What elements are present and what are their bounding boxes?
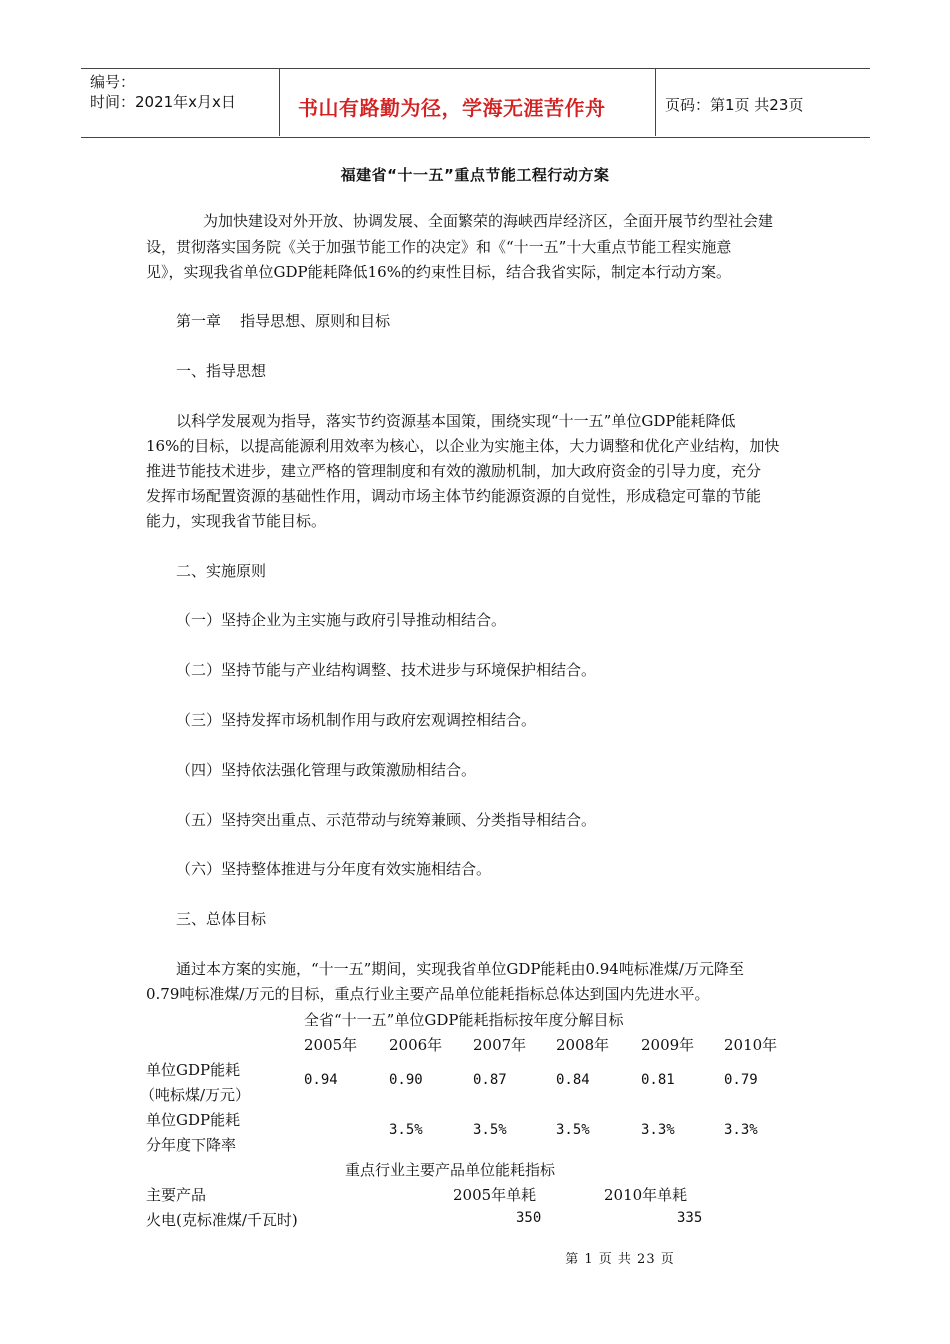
table1-rate: 3.5% xyxy=(556,1122,590,1138)
header-divider-2 xyxy=(655,68,656,136)
table1-value: 0.79 xyxy=(724,1072,758,1088)
chapter-heading: 第一章 指导思想、原则和目标 xyxy=(176,312,391,330)
table1-year: 2007年 xyxy=(473,1036,527,1054)
table1-year: 2009年 xyxy=(641,1036,695,1054)
section-heading-guideline: 一、指导思想 xyxy=(176,362,267,380)
table2-product: 火电(克标准煤/千瓦时) xyxy=(146,1211,298,1229)
guideline-line-5: 能力，实现我省节能目标。 xyxy=(146,512,327,530)
table1-year: 2005年 xyxy=(304,1036,358,1054)
principle-item: （四）坚持依法强化管理与政策激励相结合。 xyxy=(176,761,477,779)
page-label: 页码：第1页 共23页 xyxy=(665,96,804,114)
document-title: 福建省“十一五”重点节能工程行动方案 xyxy=(340,166,610,184)
table1-row2-sublabel: 分年度下降率 xyxy=(146,1136,237,1154)
table2-header: 2010年单耗 xyxy=(604,1186,688,1204)
table1-year: 2010年 xyxy=(724,1036,778,1054)
section-heading-principles: 二、实施原则 xyxy=(176,562,267,580)
table1-value: 0.84 xyxy=(556,1072,590,1088)
principle-item: （三）坚持发挥市场机制作用与政府宏观调控相结合。 xyxy=(176,711,537,729)
table2-header: 主要产品 xyxy=(146,1186,207,1204)
header-divider-1 xyxy=(279,68,280,136)
principle-item: （一）坚持企业为主实施与政府引导推动相结合。 xyxy=(176,611,507,629)
table1-year: 2006年 xyxy=(389,1036,443,1054)
table1-rate: 3.3% xyxy=(724,1122,758,1138)
section-heading-goals: 三、总体目标 xyxy=(176,910,267,928)
table2-header: 2005年单耗 xyxy=(453,1186,537,1204)
intro-line-2: 设，贯彻落实国务院《关于加强节能工作的决定》和《“十一五”十大重点节能工程实施意 xyxy=(146,238,732,256)
goal-line-2: 0.79吨标准煤/万元的目标，重点行业主要产品单位能耗指标总体达到国内先进水平。 xyxy=(146,985,710,1003)
guideline-line-3: 推进节能技术进步，建立严格的管理制度和有效的激励机制，加大政府资金的引导力度，充分 xyxy=(146,462,762,480)
table1-row1-unit: （吨标煤/万元） xyxy=(140,1086,251,1104)
table1-rate: 3.3% xyxy=(641,1122,675,1138)
intro-line-3: 见》，实现我省单位GDP能耗降低16%的约束性目标，结合我省实际，制定本行动方案。 xyxy=(146,263,731,281)
time-label: 时间：2021年x月x日 xyxy=(90,93,236,111)
goal-line-1: 通过本方案的实施，“十一五”期间，实现我省单位GDP能耗由0.94吨标准煤/万元降至 xyxy=(176,960,744,978)
number-label: 编号： xyxy=(90,73,136,91)
table1-value: 0.81 xyxy=(641,1072,675,1088)
table1-rate: 3.5% xyxy=(389,1122,423,1138)
table1-year: 2008年 xyxy=(556,1036,610,1054)
table1-value: 0.90 xyxy=(389,1072,423,1088)
guideline-line-4: 发挥市场配置资源的基础性作用，调动市场主体节约能源资源的自觉性，形成稳定可靠的节能 xyxy=(146,487,762,505)
table2-value-2010: 335 xyxy=(677,1210,703,1226)
table1-value: 0.94 xyxy=(304,1072,338,1088)
table1-row2-label: 单位GDP能耗 xyxy=(146,1111,241,1129)
motto: 书山有路勤为径，学海无涯苦作舟 xyxy=(298,96,606,120)
table1-rate: 3.5% xyxy=(473,1122,507,1138)
table1-row1-label: 单位GDP能耗 xyxy=(146,1061,241,1079)
table2-value-2005: 350 xyxy=(516,1210,542,1226)
principle-item: （六）坚持整体推进与分年度有效实施相结合。 xyxy=(176,860,492,878)
principle-item: （五）坚持突出重点、示范带动与统筹兼顾、分类指导相结合。 xyxy=(176,811,597,829)
table1-caption: 全省“十一五”单位GDP能耗指标按年度分解目标 xyxy=(304,1011,624,1029)
intro-line-1: 为加快建设对外开放、协调发展、全面繁荣的海峡西岸经济区，全面开展节约型社会建 xyxy=(203,212,774,230)
principle-item: （二）坚持节能与产业结构调整、技术进步与环境保护相结合。 xyxy=(176,661,597,679)
guideline-line-1: 以科学发展观为指导，落实节约资源基本国策，围绕实现“十一五”单位GDP能耗降低 xyxy=(176,412,736,430)
table2-caption: 重点行业主要产品单位能耗指标 xyxy=(345,1161,556,1179)
page-footer: 第 1 页 共 23 页 xyxy=(565,1252,675,1267)
guideline-line-2: 16%的目标，以提高能源利用效率为核心，以企业为实施主体，大力调整和优化产业结构，加快 xyxy=(146,437,780,455)
table1-value: 0.87 xyxy=(473,1072,507,1088)
